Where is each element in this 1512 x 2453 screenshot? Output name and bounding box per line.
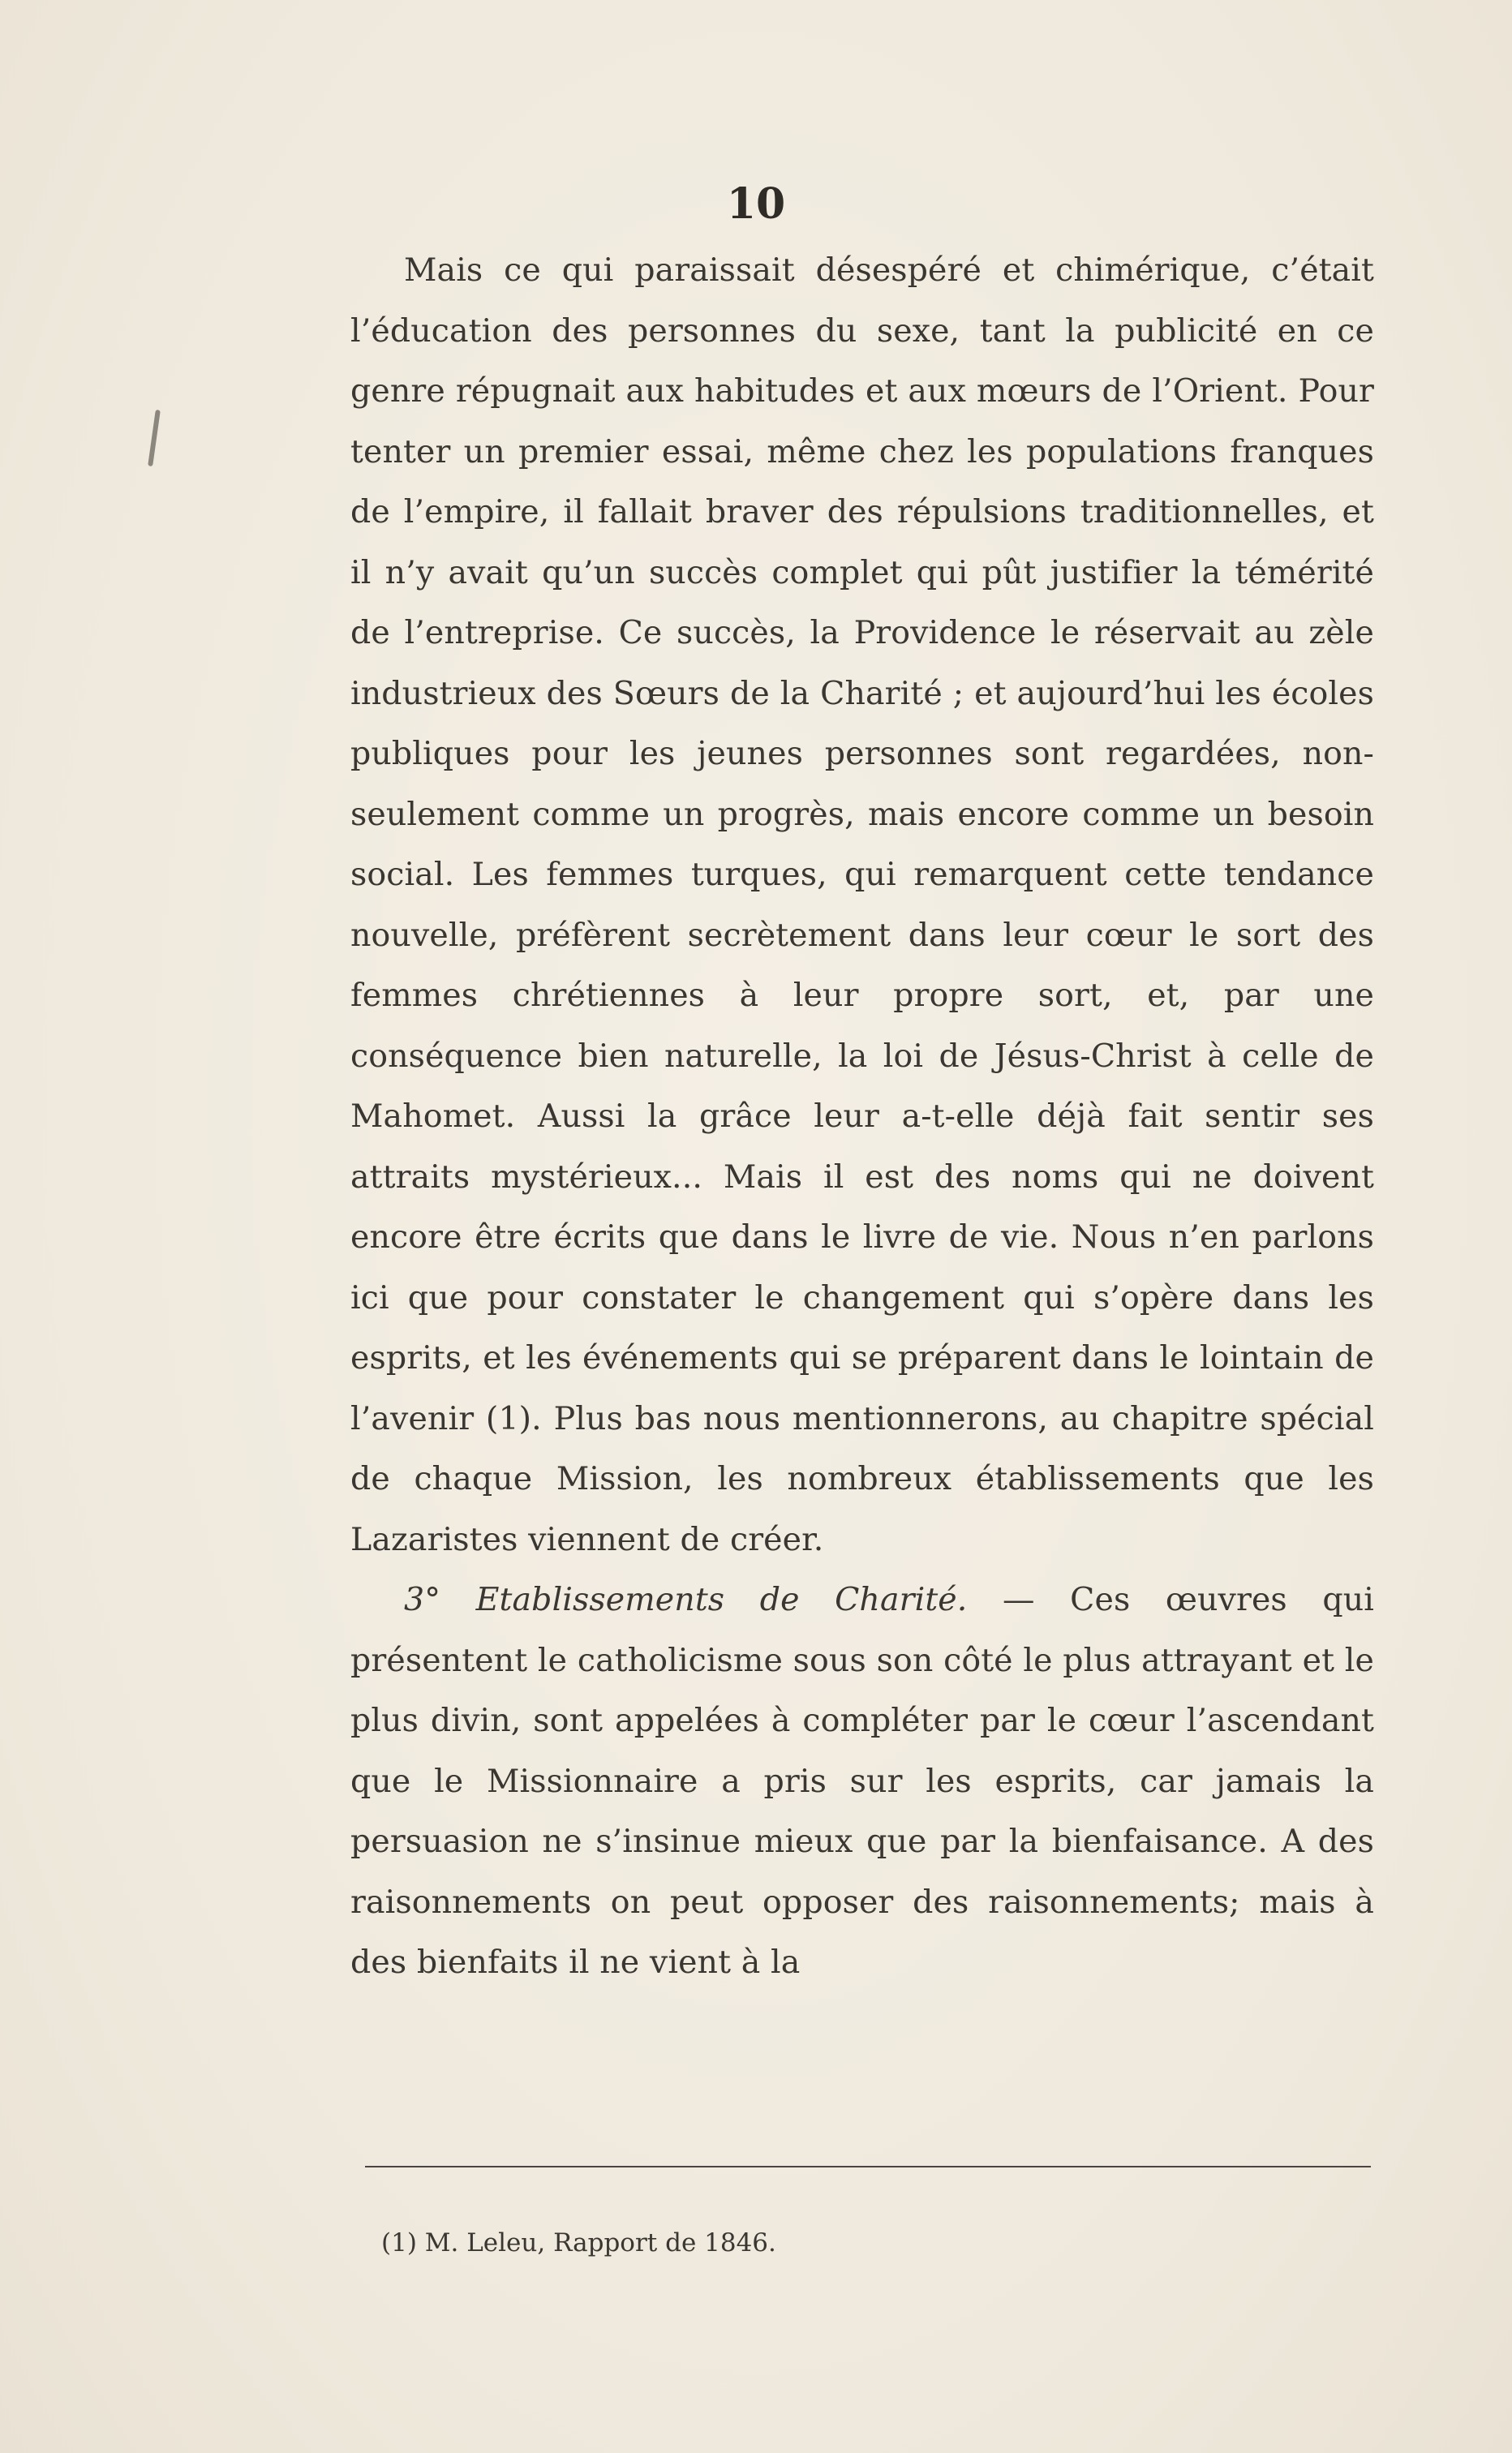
paragraph-charity-text: — Ces œuvres qui présentent le catholicisme sous son côté le plus attrayant et le plus divin, sont appelées à compléter par le cœur l’ascendant que le Missionnaire a pris sur les esprits, car jamais la persuasion ne s’insinue mieux que par la bienfaisance. A des raisonnements on peut opposer des raisonnements; mais à des bienfaits il ne vient à la <box>350 1581 1374 1981</box>
margin-pencil-mark <box>148 410 161 466</box>
paragraph-education-text: Mais ce qui paraissait désespéré et chimérique, c’était l’éducation des personnes du sexe, tant la publicité en ce genre répugnait aux habitudes et aux mœurs de l’Orient. Pour tenter un premier essai, même chez les populations franques de l’empire, il fallait braver des répulsions traditionnelles, et il n’y avait qu’un succès complet qui pût justifier la témérité de l’entreprise. Ce succès, la Providence le réservait au zèle industrieux des Sœurs de la Charité ; et aujourd’hui les écoles publiques pour les jeunes personnes sont regardées, non-seulement comme un progrès, mais encore comme un besoin social. Les femmes turques, qui remarquent cette tendance nouvelle, préfèrent secrètement dans leur cœur le sort des femmes chrétiennes à leur propre sort, et, par une conséquence bien naturelle, la loi de Jésus-Christ à celle de Mahomet. Aussi la grâce leur a-t-elle déjà fait sentir ses attraits mystérieux... Mais il est des noms qui ne doivent encore être écrits que dans le livre de vie. Nous n’en parlons ici que pour constater le changement qui s’opère dans les esprits, et les événements qui se préparent dans le lointain de l’avenir (1). Plus bas nous mentionnerons, au chapitre spécial de chaque Mission, les nombreux établissements que les Lazaristes viennent de créer. <box>350 251 1374 1558</box>
footnote: (1) M. Leleu, Rapport de 1846. <box>381 2228 776 2258</box>
paragraph-education <box>350 240 1374 1570</box>
section-heading-charity: 3° Etablissements de Charité. <box>404 1581 968 1618</box>
page-number: 10 <box>726 179 786 229</box>
paragraph-charity <box>350 1570 1374 1993</box>
body-text <box>350 240 1374 1993</box>
footnote-divider <box>365 2166 1371 2167</box>
